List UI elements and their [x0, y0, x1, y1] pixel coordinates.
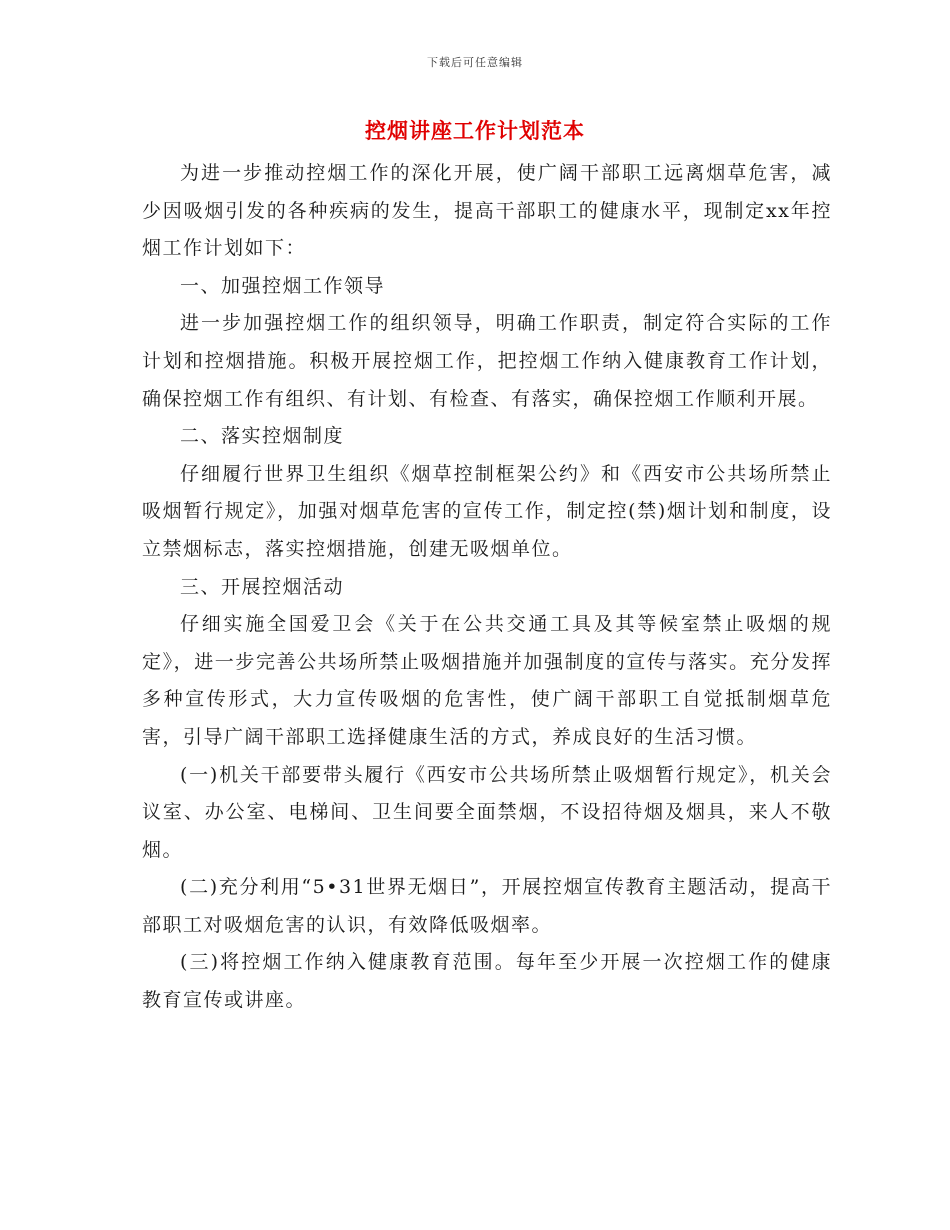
section-heading-3: 三、开展控烟活动: [180, 575, 345, 598]
section-3-paragraph: 仔细实施全国爱卫会《关于在公共交通工具及其等候室禁止吸烟的规定》，进一步完善公共场所禁止吸烟措施并加强制度的宣传与落实。充分发挥多种宣传形式，大力宣传吸烟的危害性，使广阔干部职工自觉抵制烟草危害，引导广阔干部职工选择健康生活的方式，养成良好的生活习惯。: [142, 613, 832, 748]
item-1-paragraph: (一)机关干部要带头履行《西安市公共场所禁止吸烟暂行规定》，机关会议室、办公室、电梯间、卫生间要全面禁烟，不设招待烟及烟具，来人不敬烟。: [142, 763, 832, 861]
header-note: 下载后可任意编辑: [427, 56, 523, 69]
section-heading-2: 二、落实控烟制度: [180, 425, 345, 448]
item-3-paragraph: (三)将控烟工作纳入健康教育范围。每年至少开展一次控烟工作的健康教育宣传或讲座。: [142, 951, 832, 1012]
document-body: [142, 155, 832, 1020]
item-2-paragraph: (二)充分利用“5•31世界无烟日”，开展控烟宣传教育主题活动，提高干部职工对吸烟危害的认识，有效降低吸烟率。: [142, 876, 832, 936]
intro-paragraph: 为进一步推动控烟工作的深化开展，使广阔干部职工远离烟草危害，减少因吸烟引发的各种疾病的发生，提高干部职工的健康水平，现制定xx年控烟工作计划如下：: [142, 162, 832, 260]
section-heading-1: 一、加强控烟工作领导: [180, 274, 386, 297]
section-1-paragraph: 进一步加强控烟工作的组织领导，明确工作职责，制定符合实际的工作计划和控烟措施。积极开展控烟工作，把控烟工作纳入健康教育工作计划，确保控烟工作有组织、有计划、有检查、有落实，确保控烟工作顺利开展。: [142, 312, 832, 410]
section-2-paragraph: 仔细履行世界卫生组织《烟草控制框架公约》和《西安市公共场所禁止吸烟暂行规定》，加强对烟草危害的宣传工作，制定控(禁)烟计划和制度，设立禁烟标志，落实控烟措施，创建无吸烟单位。: [142, 462, 832, 560]
document-title: 控烟讲座工作计划范本: [365, 118, 585, 143]
